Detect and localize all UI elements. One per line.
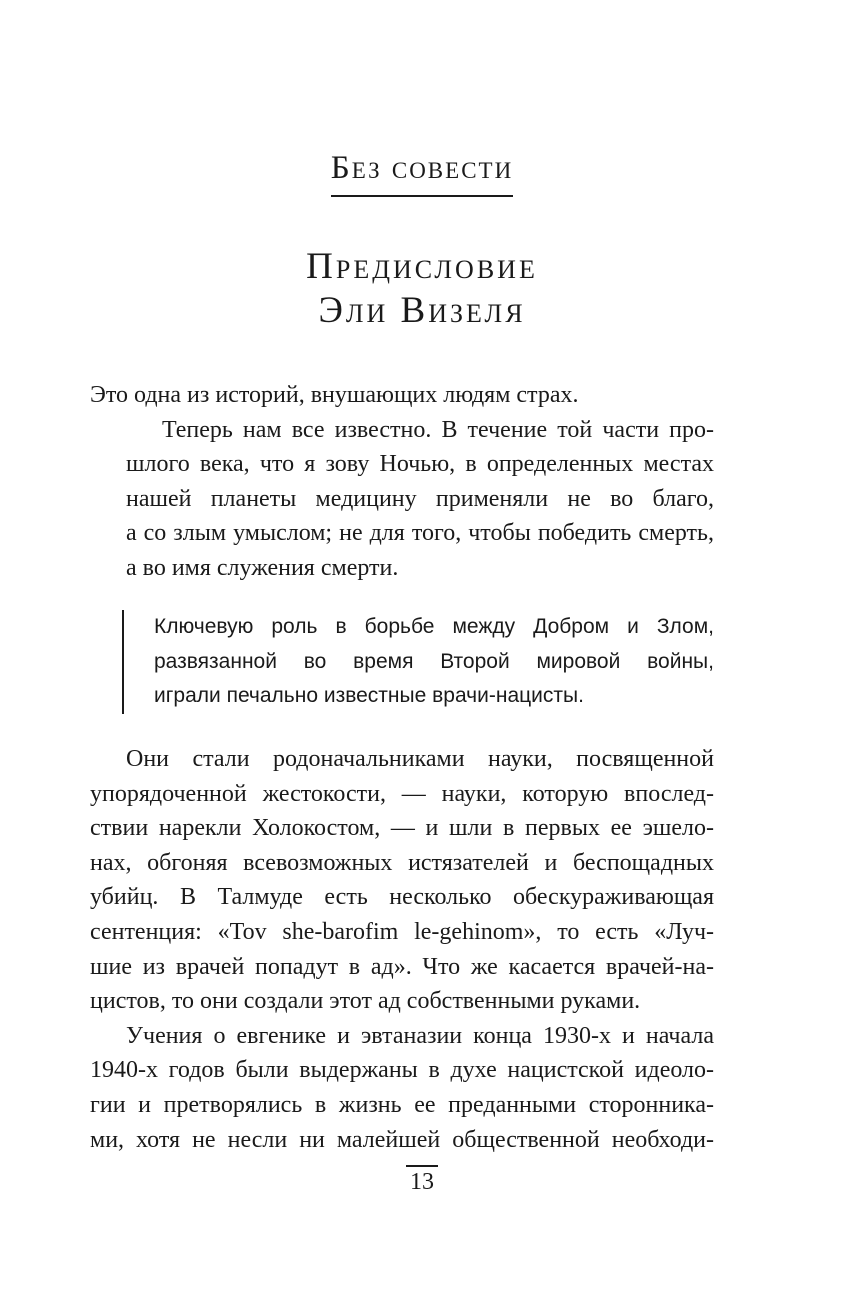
page-number-text: 13 (406, 1165, 438, 1196)
text-line: 1940-х годов были выдержаны в духе нацистской идеоло- (90, 1057, 714, 1084)
text-line: а со злым умыслом; не для того, чтобы победить смерть, (126, 520, 714, 547)
quote-line: играли печально известные врачи-нацисты. (154, 684, 584, 707)
text-line: гии и претворялись в жизнь ее преданными сторонника- (90, 1091, 714, 1118)
text-line: а во имя служения смерти. (126, 554, 399, 581)
paragraph-body-2 (90, 1019, 714, 1157)
text-line: нах, обгоняя всевозможных истязателей и беспощадных (90, 849, 714, 876)
chapter-title (0, 245, 844, 333)
chapter-title-line-2: Эли Визеля (318, 290, 526, 331)
pull-quote (122, 610, 714, 714)
text-line: Это одна из историй, внушающих людям страх. (90, 382, 579, 408)
text-line: нашей планеты медицину применяли не во благо, (126, 485, 714, 512)
quote-line: Ключевую роль в борьбе между Добром и Злом, (154, 615, 714, 638)
intro-text (90, 378, 714, 586)
running-head (0, 150, 844, 197)
text-line: цистов, то они создали этот ад собственными руками. (90, 988, 641, 1015)
text-line: шлого века, что я зову Ночью, в определенных местах (126, 451, 714, 478)
text-line: ми, хотя не несли ни малейшей общественной необходи- (90, 1126, 714, 1153)
paragraph-epigraph (90, 378, 714, 413)
text-line: шие из врачей попадут в ад». Что же касается врачей-на- (90, 953, 714, 980)
text-line: Учения о евгенике и эвтаназии конца 1930-х и начала (126, 1022, 714, 1049)
quote-line: развязанной во время Второй мировой войны, (154, 649, 714, 673)
body-text (90, 742, 714, 1157)
page-number (0, 1165, 844, 1196)
text-line: ствии нарекли Холокостом, — и шли в первых ее эшело- (90, 815, 714, 842)
text-line: сентенция: «Tov she-barofim le-gehinom», то есть «Луч- (90, 918, 714, 945)
text-line: Они стали родоначальниками науки, посвященной (126, 746, 714, 772)
text-line: Теперь нам все известно. В течение той части про- (162, 416, 714, 443)
running-head-text: Без совести (331, 150, 513, 197)
paragraph-intro (90, 413, 714, 586)
paragraph-body-1 (90, 742, 714, 1019)
text-line: убийц. В Талмуде есть несколько обескураживающая (90, 884, 714, 911)
chapter-title-line-1: Предисловие (306, 246, 538, 287)
text-line: упорядоченной жестокости, — науки, которую впослед- (90, 780, 714, 807)
